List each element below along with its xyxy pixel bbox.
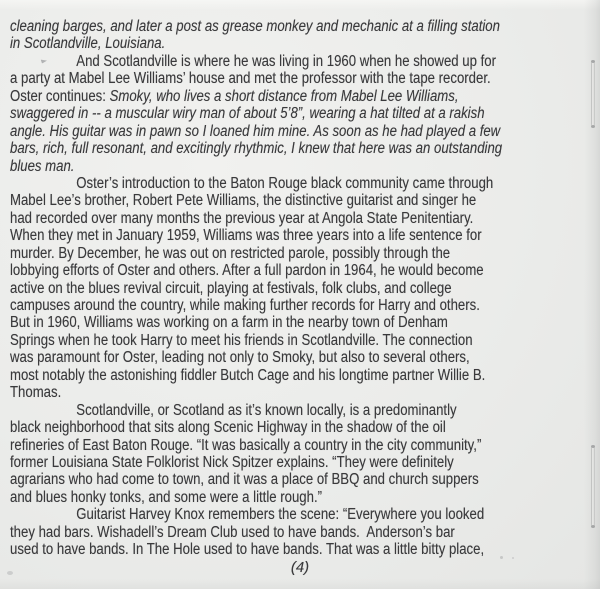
text-segment: Oster continues: [10, 87, 110, 105]
text-line [10, 123, 578, 140]
text-segment: Springs when he took Harry to meet his friends in Scotlandville. The connection [10, 331, 473, 349]
text-line [10, 489, 578, 506]
text-line [10, 262, 578, 279]
text-line [10, 280, 578, 297]
text-line [10, 541, 578, 558]
text-line [10, 227, 578, 244]
text-line [10, 506, 578, 523]
text-line [10, 18, 578, 35]
text-line [10, 105, 578, 122]
text-line [10, 419, 578, 436]
text-segment: swaggered in -- a muscular wiry man of about 5’8”, wearing a hat tilted at a rakish [10, 105, 485, 123]
text-line [10, 297, 578, 314]
text-line [10, 35, 578, 52]
text-segment: lobbying efforts of Oster and others. After a full pardon in 1964, he would become [10, 262, 484, 280]
text-segment: Mabel Lee’s brother, Robert Pete Williams, the distinctive guitarist and singer he [10, 192, 477, 210]
text-segment: Scotlandville, or Scotland as it’s known locally, is a predominantly [76, 401, 457, 419]
text-line [10, 158, 578, 175]
text-segment: cleaning barges, and later a post as grease monkey and mechanic at a filling station [10, 18, 500, 35]
text-segment: black neighborhood that sits along Scenic Highway in the shadow of the oil [10, 419, 446, 437]
text-segment: had recorded over many months the previous year at Angola State Penitentiary. [10, 209, 474, 227]
scan-scratch-artifact-top-right [591, 62, 595, 126]
text-segment: refineries of East Baton Rouge. “It was basically a country in the city community,” [10, 436, 482, 454]
text-line [10, 332, 578, 349]
text-line [10, 53, 578, 70]
text-line [10, 245, 578, 262]
text-segment: used to have bands. In The Hole used to have bands. That was a little bitty place, [10, 541, 485, 559]
text-segment: Thomas. [10, 384, 62, 402]
page-number: (4) [290, 558, 310, 576]
text-segment: most notably the astonishing fiddler Butch Cage and his longtime partner Willie B. [10, 366, 486, 384]
text-line [10, 140, 578, 157]
text-segment: active on the blues revival circuit, playing at festivals, folk clubs, and college [10, 279, 452, 297]
text-segment: was paramount for Oster, leading not only to Smoky, but also to several others, [10, 349, 470, 367]
paragraph-robert-pete-williams [10, 175, 578, 402]
paragraph-scotlandville-party [10, 53, 578, 175]
text-segment: Smoky, who lives a short distance from Mabel Lee Williams, [109, 87, 459, 105]
text-segment: campuses around the country, while making further records for Harry and others. [10, 297, 480, 314]
text-segment: murder. By December, he was out on restricted parole, possibly through the [10, 244, 451, 262]
paragraph-continued-italic-passage [10, 18, 578, 53]
text-segment: in Scotlandville, Louisiana. [10, 35, 166, 53]
scan-edge-highlight [0, 0, 600, 10]
text-segment: And Scotlandville is where he was living in 1960 when he showed up for [76, 52, 496, 70]
text-segment: blues man. [10, 157, 75, 175]
text-line [10, 524, 578, 541]
text-segment: angle. His guitar was in pawn so I loaned him mine. As soon as he had played a few [10, 122, 501, 140]
text-line [10, 210, 578, 227]
paragraph-harvey-knox-quote [10, 506, 578, 558]
scan-edge-shadow-bottom [0, 579, 600, 589]
text-line [10, 437, 578, 454]
text-line [10, 471, 578, 488]
text-line [10, 402, 578, 419]
text-line [10, 349, 578, 366]
text-segment: and blues honky tonks, and some were a little rough.” [10, 488, 322, 506]
paragraph-scotlandville-description [10, 402, 578, 507]
text-segment: former Louisiana State Folklorist Nick Spitzer explains. “They were definitely [10, 453, 454, 471]
scan-scratch-artifact-bottom-right [591, 447, 595, 526]
text-segment: Guitarist Harvey Knox remembers the scene: “Everywhere you looked [76, 506, 485, 524]
text-line [10, 314, 578, 331]
text-line [10, 454, 578, 471]
text-line [10, 384, 578, 401]
text-line [10, 367, 578, 384]
text-segment: Oster’s introduction to the Baton Rouge black community came through [76, 174, 494, 192]
text-segment: a party at Mabel Lee Williams’ house and met the professor with the tape recorder. [10, 70, 491, 88]
text-segment: When they met in January 1959, Williams was three years into a life sentence for [10, 227, 482, 245]
text-line [10, 70, 578, 87]
text-line [10, 175, 578, 192]
text-segment: agrarians who had come to town, and it was a place of BBQ and church suppers [10, 471, 479, 489]
text-line [10, 192, 578, 209]
page-text [10, 18, 578, 559]
text-line [10, 88, 578, 105]
text-segment: But in 1960, Williams was working on a farm in the nearby town of Denham [10, 314, 448, 332]
text-segment: they had bars. Wishadell’s Dream Club used to have bands. Anderson’s bar [10, 523, 455, 541]
text-segment: bars, rich, full resonant, and excitingly rhythmic, I knew that here was an outstanding [10, 140, 503, 158]
